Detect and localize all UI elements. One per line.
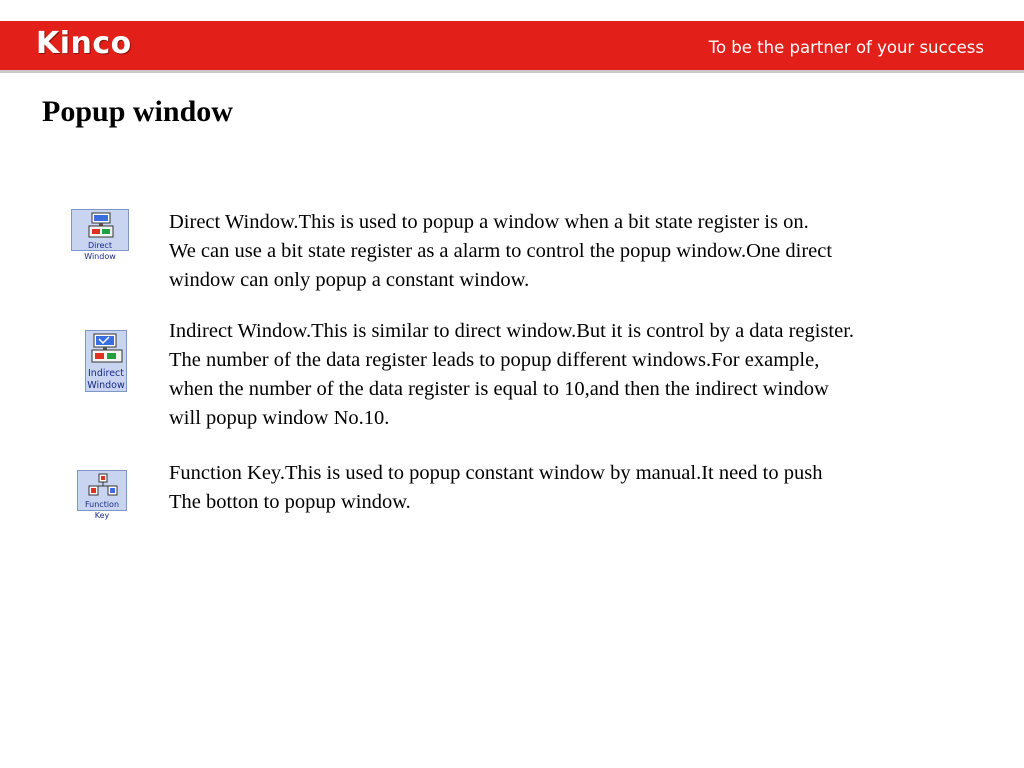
text-line: Direct Window.This is used to popup a window when a bit state register is on.: [169, 211, 809, 233]
text-line: will popup window No.10.: [169, 407, 390, 429]
direct-window-description: [169, 208, 989, 295]
indirect-window-icon-label-line1: Indirect: [88, 368, 124, 379]
text-line: The botton to popup window.: [169, 491, 411, 513]
kinco-logo: Kinco: [36, 26, 132, 61]
indirect-window-icon-label-line2: Window: [87, 380, 125, 391]
direct-window-icon-label: Direct Window: [84, 241, 116, 261]
text-line: Indirect Window.This is similar to direct window.But it is control by a data register.: [169, 320, 855, 342]
text-line: when the number of the data register is equal to 10,and then the indirect window: [169, 378, 829, 400]
indirect-window-icon: [85, 330, 127, 392]
page-title: Popup window: [42, 95, 233, 128]
indirect-window-description: [169, 317, 989, 433]
tagline: To be the partner of your success: [708, 38, 984, 57]
text-line: We can use a bit state register as a alarm to control the popup window.One direct: [169, 240, 833, 262]
text-line: The number of the data register leads to popup different windows.For example,: [169, 349, 820, 371]
function-key-icon: [77, 470, 127, 520]
function-key-icon-label: Function Key: [84, 500, 120, 520]
direct-window-icon: [71, 209, 129, 261]
text-line: window can only popup a constant window.: [169, 269, 530, 291]
text-line: Function Key.This is used to popup constant window by manual.It need to push: [169, 462, 823, 484]
header-banner: [0, 21, 1024, 73]
function-key-description: [169, 459, 989, 517]
